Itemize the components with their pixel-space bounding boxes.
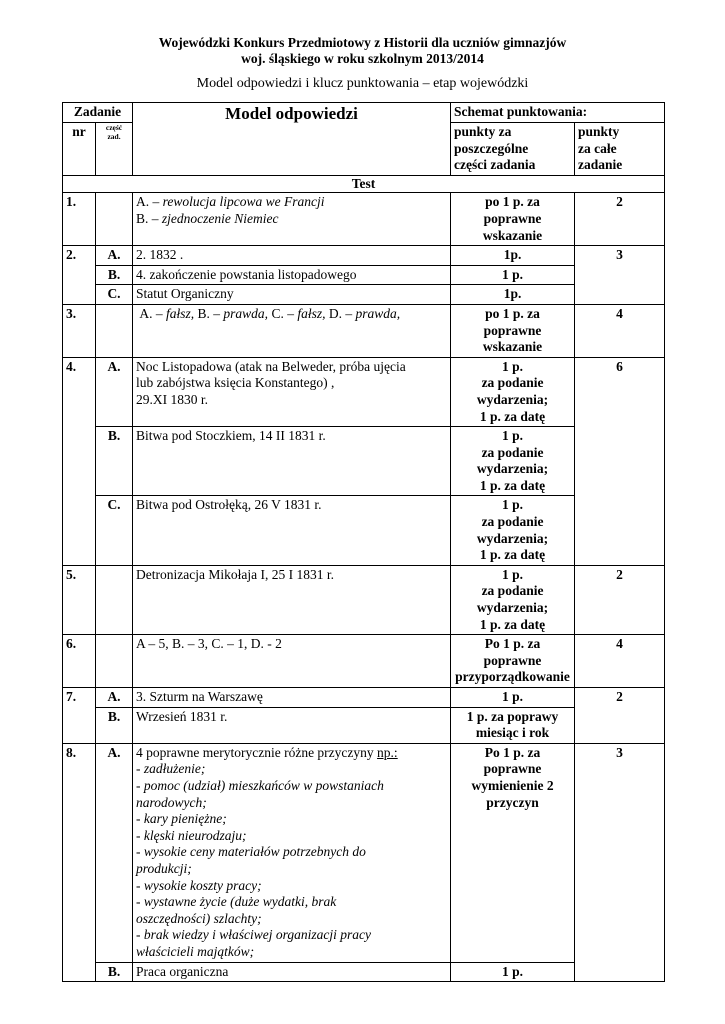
table-row-4a	[63, 357, 665, 426]
table-row-5	[63, 565, 665, 634]
points-line: Po 1 p. za	[484, 744, 541, 760]
task-total: 3	[575, 246, 665, 305]
points-line: 1 p.	[502, 358, 524, 374]
task-answer: 2. 1832 .	[133, 246, 451, 266]
task-answer	[133, 304, 451, 357]
task-part: C.	[96, 285, 133, 305]
points-line: za podanie	[481, 444, 544, 460]
points-line: wydarzenia;	[476, 530, 549, 546]
task-nr: 5.	[63, 565, 96, 634]
task-points: 1p.	[451, 246, 575, 266]
table-row-4c	[63, 496, 665, 565]
answer-intro: 4 poprawne merytorycznie różne przyczyny	[136, 744, 378, 760]
task-nr: 4.	[63, 357, 96, 565]
task-points	[451, 304, 575, 357]
task-answer	[133, 193, 451, 246]
task-points	[451, 193, 575, 246]
header-nr: nr	[63, 123, 96, 176]
header-points-total	[575, 123, 665, 176]
task-answer: Bitwa pod Stoczkiem, 14 II 1831 r.	[133, 427, 451, 496]
table-row-8a	[63, 743, 665, 962]
task-part: C.	[96, 496, 133, 565]
points-line: 1 p.	[502, 497, 524, 513]
task-points	[451, 635, 575, 688]
answer-line: 29.XI 1830 r.	[136, 391, 209, 407]
task-nr: 8.	[63, 743, 96, 981]
task-nr: 1.	[63, 193, 96, 246]
task-part	[96, 193, 133, 246]
points-line: 1 p. za datę	[479, 616, 546, 632]
task-total: 2	[575, 193, 665, 246]
answer-line	[136, 194, 447, 211]
task-answer: Praca organiczna	[133, 962, 451, 982]
task-total: 4	[575, 635, 665, 688]
table-row-2c	[63, 285, 665, 305]
answer-prefix: B. –	[136, 210, 162, 226]
doc-title-line-1: Wojewódzki Konkurs Przedmiotowy z Historii dla uczniów gimnazjów	[158, 35, 567, 50]
cause-item: - brak wiedzy i właściwej organizacji pracy	[136, 927, 371, 943]
task-total: 2	[575, 688, 665, 744]
table-row-2a	[63, 246, 665, 266]
points-line: wskazanie	[482, 339, 543, 355]
points-line: poprawne	[483, 210, 542, 226]
table-row-3	[63, 304, 665, 357]
task-answer: Statut Organiczny	[133, 285, 451, 305]
points-line: 1 p.	[502, 566, 524, 582]
cause-item: - wysokie ceny materiałów potrzebnych do	[136, 844, 366, 860]
header-pp-l3: części zadania	[454, 157, 536, 173]
task-part: A.	[96, 688, 133, 708]
task-points: 1 p.	[451, 688, 575, 708]
answer-prefix: C. –	[268, 305, 298, 321]
task-nr: 7.	[63, 688, 96, 744]
answer-italic: prawda,	[355, 305, 401, 321]
answer-italic: rewolucja lipcowa we Francji	[162, 194, 325, 210]
header-czesc-l2: zad.	[107, 131, 121, 141]
task-part: A.	[96, 357, 133, 426]
task-answer	[133, 743, 451, 962]
table-row-7a	[63, 688, 665, 708]
header-schemat: Schemat punktowania:	[451, 103, 665, 123]
points-line: po 1 p. za	[485, 305, 540, 321]
points-line: 1 p. za datę	[479, 408, 546, 424]
points-line: przyporządkowanie	[455, 669, 570, 685]
points-line: 1 p. za poprawy	[466, 708, 559, 724]
answer-italic: prawda,	[223, 305, 269, 321]
header-zadanie: Zadanie	[63, 103, 133, 123]
header-pp-l2: poszczególne	[454, 140, 529, 156]
answer-line	[136, 745, 447, 762]
doc-subtitle: Model odpowiedzi i klucz punktowania – etap wojewódzki	[196, 76, 529, 91]
table-row-1	[63, 193, 665, 246]
points-line: wydarzenia;	[476, 391, 549, 407]
answer-italic: fałsz,	[297, 305, 326, 321]
task-nr: 6.	[63, 635, 96, 688]
points-line: 1 p.	[502, 428, 524, 444]
points-line: za podanie	[481, 375, 544, 391]
cause-item: narodowych;	[136, 794, 207, 810]
task-nr: 2.	[63, 246, 96, 305]
cause-item: właścicieli majątków;	[136, 943, 255, 959]
cause-item: oszczędności) szlachty;	[136, 910, 262, 926]
answer-key-table	[62, 102, 665, 982]
answer-line: Noc Listopadowa (atak na Belweder, próba ujęcia	[136, 358, 406, 374]
section-test: Test	[63, 175, 665, 193]
cause-item: - wysokie koszty pracy;	[136, 877, 262, 893]
cause-item: - pomoc (udział) mieszkańców w powstaniach	[136, 777, 384, 793]
task-part: B.	[96, 427, 133, 496]
task-total: 6	[575, 357, 665, 565]
task-points	[451, 427, 575, 496]
task-answer: 4. zakończenie powstania listopadowego	[133, 265, 451, 285]
header-pc-l2: za całe	[578, 140, 617, 156]
task-total: 4	[575, 304, 665, 357]
points-line: za podanie	[481, 514, 544, 530]
task-points	[451, 707, 575, 743]
task-part: B.	[96, 707, 133, 743]
points-line: za podanie	[481, 583, 544, 599]
task-points	[451, 743, 575, 962]
cause-item: - klęski nieurodzaju;	[136, 827, 247, 843]
points-line: poprawne	[483, 761, 542, 777]
doc-title-line-2: woj. śląskiego w roku szkolnym 2013/2014	[241, 51, 484, 66]
points-line: miesiąc i rok	[475, 725, 550, 741]
task-part	[96, 635, 133, 688]
answer-italic: zjednoczenie Niemiec	[161, 210, 279, 226]
task-points	[451, 565, 575, 634]
points-line: wydarzenia;	[476, 461, 549, 477]
answer-np: np.:	[377, 744, 398, 760]
points-line: poprawne	[483, 652, 542, 668]
task-points	[451, 357, 575, 426]
answer-prefix: A. –	[139, 305, 167, 321]
task-part: A.	[96, 246, 133, 266]
task-nr: 3.	[63, 304, 96, 357]
table-row-7b	[63, 707, 665, 743]
header-pp-l1: punkty za	[454, 124, 512, 139]
answer-prefix: B. –	[194, 305, 224, 321]
points-line: 1 p. za datę	[479, 477, 546, 493]
cause-item: - wystawne życie (duże wydatki, brak	[136, 894, 337, 910]
cause-item: - kary pieniężne;	[136, 811, 227, 827]
task-points: 1 p.	[451, 265, 575, 285]
table-row-6	[63, 635, 665, 688]
points-line: wskazanie	[482, 227, 543, 243]
task-total: 3	[575, 743, 665, 981]
header-czesc	[96, 123, 133, 176]
points-line: po 1 p. za	[485, 194, 540, 210]
points-line: 1 p. za datę	[479, 547, 546, 563]
header-pc-l3: zadanie	[578, 157, 623, 173]
task-part: B.	[96, 962, 133, 982]
task-answer: Detronizacja Mikołaja I, 25 I 1831 r.	[133, 565, 451, 634]
task-points	[451, 496, 575, 565]
cause-item: - zadłużenie;	[136, 761, 206, 777]
task-part: B.	[96, 265, 133, 285]
answer-line	[136, 211, 447, 228]
table-row-4b	[63, 427, 665, 496]
points-line: przyczyn	[486, 794, 539, 810]
task-answer	[133, 357, 451, 426]
points-line: wymienienie 2	[471, 777, 554, 793]
table-row-2b	[63, 265, 665, 285]
points-line: wydarzenia;	[476, 600, 549, 616]
table-row-8b	[63, 962, 665, 982]
task-part	[96, 565, 133, 634]
answer-prefix: A. –	[136, 194, 163, 210]
task-answer: A – 5, B. – 3, C. – 1, D. - 2	[133, 635, 451, 688]
task-answer: Bitwa pod Ostrołęką, 26 V 1831 r.	[133, 496, 451, 565]
header-points-parts	[451, 123, 575, 176]
header-czesc-l1: część	[105, 123, 123, 132]
task-part: A.	[96, 743, 133, 962]
task-total: 2	[575, 565, 665, 634]
points-line: poprawne	[483, 322, 542, 338]
task-points: 1p.	[451, 285, 575, 305]
answer-prefix: D. –	[325, 305, 356, 321]
answer-line: lub zabójstwa księcia Konstantego) ,	[136, 375, 335, 391]
cause-item: produkcji;	[136, 860, 192, 876]
task-part	[96, 304, 133, 357]
task-answer: Wrzesień 1831 r.	[133, 707, 451, 743]
task-points: 1 p.	[451, 962, 575, 982]
header-pc-l1: punkty	[578, 124, 620, 139]
points-line: Po 1 p. za	[484, 636, 541, 652]
header-model: Model odpowiedzi	[133, 103, 451, 176]
task-answer: 3. Szturm na Warszawę	[133, 688, 451, 708]
answer-italic: fałsz,	[166, 305, 195, 321]
